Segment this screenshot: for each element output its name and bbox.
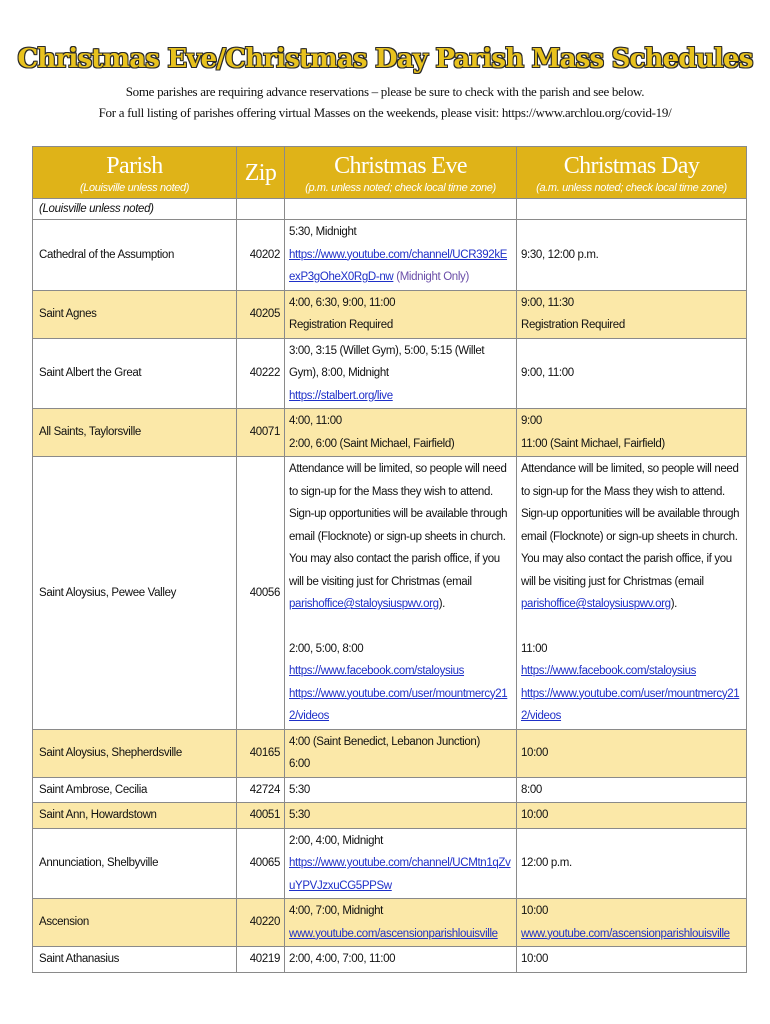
day-cell: 10:00 www.youtube.com/ascensionparishlouisville [517,899,747,947]
table-row [33,899,747,947]
zip-code: 40065 [237,828,285,899]
parish-name: Annunciation, Shelbyville [33,828,237,899]
zip-code: 40056 [237,457,285,730]
day-cell: 8:00 [517,777,747,803]
facebook-link[interactable]: https://www.facebook.com/staloysius [521,665,697,677]
eve-cell: 4:00, 6:30, 9:00, 11:00 Registration Required [285,290,517,338]
table-row [33,729,747,777]
table-row [33,409,747,457]
note-cell: (Louisville unless noted) [33,199,237,220]
eve-cell: 4:00, 11:00 2:00, 6:00 (Saint Michael, Fairfield) [285,409,517,457]
eve-cell: 2:00, 4:00, Midnight https://www.youtube.com/channel/UCMtn1qZvuYPVJzxuCG5PPSw [285,828,517,899]
zip-code: 40219 [237,947,285,973]
zip-code: 40205 [237,290,285,338]
eve-cell: Attendance will be limited, so people will need to sign-up for the Mass they wish to attend. Sign-up opportunities will be available through email (Flocknote) or sign-up sheets in church. You may also contact the parish office, if you will be visiting just for Christmas (email parishoffice@staloysiuspwv.org). 2:00, 5:00, 8:00 https://www.facebook.com/staloysius https://www.youtube.com/user/mountmercy212/videos [285,457,517,730]
table-row [33,290,747,338]
subtitle-virtual-masses: For a full listing of parishes offering virtual Masses on the weekends, please visit: https://www.archlou.org/covid-19/ [98,105,672,120]
day-cell: 12:00 p.m. [517,828,747,899]
table-row [33,220,747,291]
stream-link[interactable]: www.youtube.com/ascensionparishlouisville [521,927,730,940]
parish-name: Saint Ambrose, Cecilia [33,777,237,803]
parish-name: Saint Aloysius, Shepherdsville [33,729,237,777]
stream-link[interactable]: https://www.youtube.com/channel/UCR392kEexP3gOheX0RgD-nw [289,248,508,283]
stream-link[interactable]: https://stalbert.org/live [289,389,393,402]
stream-link[interactable]: www.youtube.com/ascensionparishlouisville [289,927,498,940]
parish-name: Saint Aloysius, Pewee Valley [33,457,237,730]
zip-code: 40222 [237,338,285,409]
header-parish: Parish (Louisville unless noted) [33,147,237,199]
mass-schedule-table [32,146,747,973]
day-cell: 10:00 [517,947,747,973]
parish-name: Cathedral of the Assumption [33,220,237,291]
day-cell: 9:30, 12:00 p.m. [517,220,747,291]
parish-name: Saint Ann, Howardstown [33,803,237,829]
zip-code: 40071 [237,409,285,457]
parish-name: Saint Agnes [33,290,237,338]
stream-link[interactable]: https://www.youtube.com/channel/UCMtn1qZvuYPVJzxuCG5PPSw [289,857,511,892]
parish-name: Saint Athanasius [33,947,237,973]
day-cell: 10:00 [517,803,747,829]
zip-code: 40165 [237,729,285,777]
day-cell: 9:00 11:00 (Saint Michael, Fairfield) [517,409,747,457]
eve-cell: 5:30 [285,803,517,829]
facebook-link[interactable]: https://www.facebook.com/staloysius [289,665,465,677]
eve-cell: 5:30 [285,777,517,803]
page-title: Christmas Eve/Christmas Day Parish Mass Schedules [17,44,753,74]
table-row [33,828,747,899]
parish-name: Saint Albert the Great [33,338,237,409]
eve-cell: 2:00, 4:00, 7:00, 11:00 [285,947,517,973]
youtube-link[interactable]: https://www.youtube.com/user/mountmercy212/videos [289,687,508,722]
email-link[interactable]: parishoffice@staloysiuspwv.org [289,598,439,610]
header-christmas-eve: Christmas Eve (p.m. unless noted; check local time zone) [285,147,517,199]
zip-code: 40202 [237,220,285,291]
parish-name: All Saints, Taylorsville [33,409,237,457]
header-christmas-day: Christmas Day (a.m. unless noted; check local time zone) [517,147,747,199]
eve-cell: 4:00, 7:00, Midnight www.youtube.com/ascensionparishlouisville [285,899,517,947]
youtube-link[interactable]: https://www.youtube.com/user/mountmercy212/videos [521,687,740,722]
eve-cell: 4:00 (Saint Benedict, Lebanon Junction) 6:00 [285,729,517,777]
table-header-row [33,147,747,199]
day-cell: 9:00, 11:30 Registration Required [517,290,747,338]
table-row [33,947,747,973]
eve-cell: 3:00, 3:15 (Willet Gym), 5:00, 5:15 (Willet Gym), 8:00, Midnight https://stalbert.org/live [285,338,517,409]
day-cell: Attendance will be limited, so people will need to sign-up for the Mass they wish to attend. Sign-up opportunities will be available through email (Flocknote) or sign-up sheets in church. You may also contact the parish office, if you will be visiting just for Christmas (email parishoffice@staloysiuspwv.org). 11:00 https://www.facebook.com/staloysius https://www.youtube.com/user/mountmercy212/videos [517,457,747,730]
table-row [33,457,747,730]
email-link[interactable]: parishoffice@staloysiuspwv.org [521,598,671,610]
zip-code: 42724 [237,777,285,803]
table-row [33,199,747,220]
parish-name: Ascension [33,899,237,947]
table-row [33,338,747,409]
day-cell: 9:00, 11:00 [517,338,747,409]
subtitle-reservations: Some parishes are requiring advance reservations – please be sure to check with the parish and see below. [125,84,645,99]
table-row [33,777,747,803]
day-cell: 10:00 [517,729,747,777]
eve-cell: 5:30, Midnight https://www.youtube.com/channel/UCR392kEexP3gOheX0RgD-nw (Midnight Only) [285,220,517,291]
table-row [33,803,747,829]
zip-code: 40051 [237,803,285,829]
zip-code: 40220 [237,899,285,947]
header-zip: Zip [237,147,285,199]
